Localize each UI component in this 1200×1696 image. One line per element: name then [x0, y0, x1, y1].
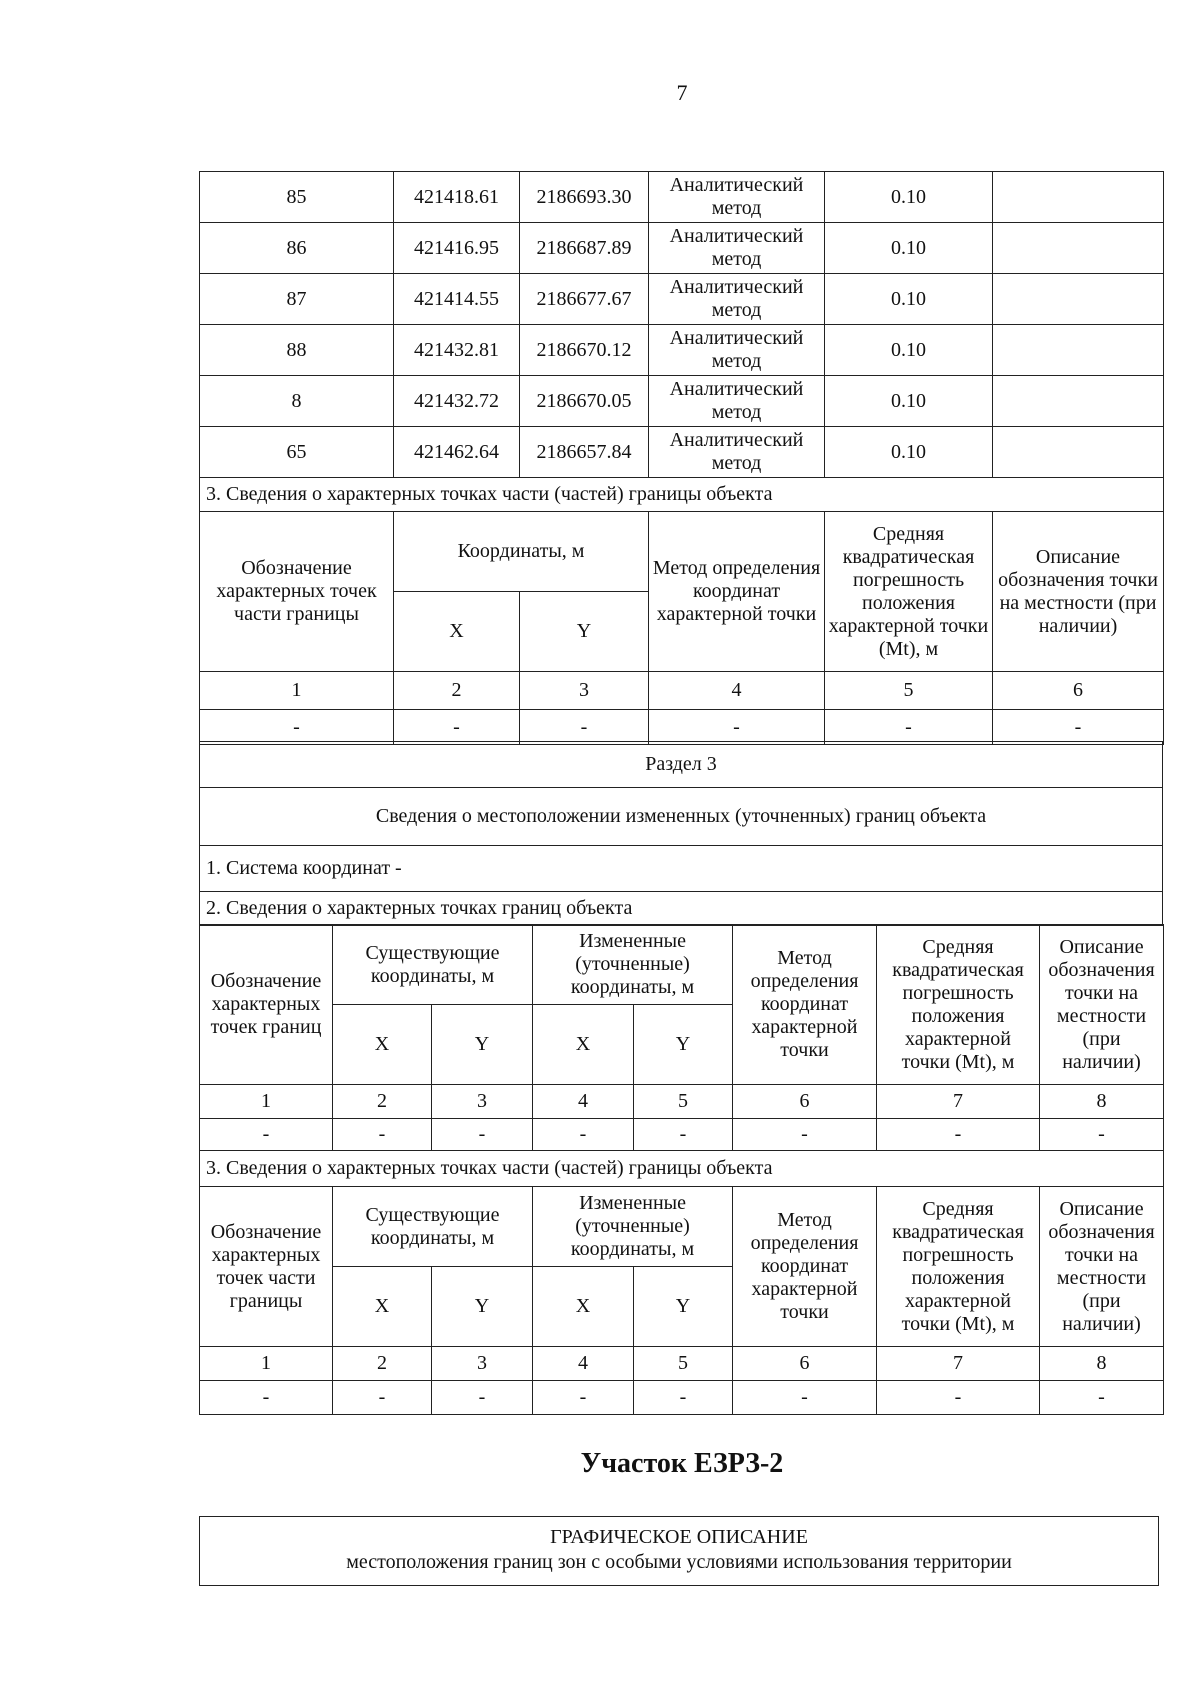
boundary-header-x-existing: X [333, 1005, 432, 1085]
graphic-description-title: ГРАФИЧЕСКОЕ ОПИСАНИЕ [550, 1526, 808, 1548]
part-dash-cell: - [825, 710, 993, 745]
row-desc [993, 376, 1164, 427]
coord-system: 1. Система координат - [200, 846, 1163, 892]
top-rows-body [200, 172, 1164, 478]
row-x: 421414.55 [394, 274, 520, 325]
row-desc [993, 427, 1164, 478]
part-header-point: Обозначение характерных точек части границы [200, 512, 394, 672]
part2-dash-cell: - [877, 1381, 1040, 1415]
graphic-description-box [199, 1516, 1159, 1586]
part-header-error: Средняя квадратическая погрешность положения характерной точки (Mt), м [825, 512, 993, 672]
part2-num-cell: 3 [432, 1347, 533, 1381]
part-num-cell: 1 [200, 672, 394, 710]
boundary-dash-cell: - [200, 1119, 333, 1151]
row-point: 88 [200, 325, 394, 376]
row-method: Аналитический метод [649, 223, 825, 274]
part2-num-cell: 2 [333, 1347, 432, 1381]
boundary-dash-cell: - [634, 1119, 733, 1151]
part-num-cell: 3 [520, 672, 649, 710]
row-error: 0.10 [825, 274, 993, 325]
boundary-points-table [199, 924, 1164, 1187]
row-x: 421462.64 [394, 427, 520, 478]
page-number: 7 [676, 80, 688, 105]
boundary-header-desc: Описание обозначения точки на местности (при наличии) [1040, 925, 1164, 1085]
row-point: 8 [200, 376, 394, 427]
part2-num-cell: 5 [634, 1347, 733, 1381]
part2-header-x-changed: X [533, 1267, 634, 1347]
coordinate-row [200, 172, 1164, 223]
boundary-header-x-changed: X [533, 1005, 634, 1085]
row-method: Аналитический метод [649, 274, 825, 325]
row-method: Аналитический метод [649, 172, 825, 223]
part-dash-cell: - [520, 710, 649, 745]
row-desc [993, 223, 1164, 274]
part-header-row-1 [200, 512, 1164, 592]
part2-header-y-existing: Y [432, 1267, 533, 1347]
boundary-num-cell: 7 [877, 1085, 1040, 1119]
boundary-header-point: Обозначение характерных точек границ [200, 925, 333, 1085]
part2-num-cell: 1 [200, 1347, 333, 1381]
boundary-dash-cell: - [333, 1119, 432, 1151]
boundary-num-cell: 6 [733, 1085, 877, 1119]
part-num-cell: 5 [825, 672, 993, 710]
part-header-y: Y [520, 592, 649, 672]
part-points-table [199, 1186, 1164, 1415]
part2-header-row-1 [200, 1187, 1164, 1267]
row-error: 0.10 [825, 376, 993, 427]
row-error: 0.10 [825, 325, 993, 376]
section3-title: Раздел 3 [200, 742, 1163, 788]
boundary-header-error: Средняя квадратическая погрешность положения характерной точки (Mt), м [877, 925, 1040, 1085]
part2-header-method: Метод определения координат характерной точки [733, 1187, 877, 1347]
part2-section-title: 3. Сведения о характерных точках части (частей) границы объекта [200, 1151, 1164, 1187]
row-y: 2186670.05 [520, 376, 649, 427]
row-method: Аналитический метод [649, 376, 825, 427]
boundary-numbers-row [200, 1085, 1164, 1119]
row-error: 0.10 [825, 427, 993, 478]
row-y: 2186677.67 [520, 274, 649, 325]
part2-header-x-existing: X [333, 1267, 432, 1347]
part-header-coords: Координаты, м [394, 512, 649, 592]
part2-num-cell: 7 [877, 1347, 1040, 1381]
part2-dash-cell: - [733, 1381, 877, 1415]
row-error: 0.10 [825, 223, 993, 274]
graphic-description-subtitle: местоположения границ зон с особыми условиями использования территории [346, 1551, 1012, 1573]
row-y: 2186693.30 [520, 172, 649, 223]
part2-section-title-row [200, 1151, 1164, 1187]
section3-subtitle: Сведения о местоположении измененных (уточненных) границ объекта [200, 788, 1163, 846]
section3-title-row [200, 742, 1163, 788]
part2-dash-cell: - [333, 1381, 432, 1415]
row-point: 87 [200, 274, 394, 325]
boundary-num-cell: 3 [432, 1085, 533, 1119]
part-num-cell: 6 [993, 672, 1164, 710]
row-x: 421418.61 [394, 172, 520, 223]
row-y: 2186670.12 [520, 325, 649, 376]
part2-header-desc: Описание обозначения точки на местности (при наличии) [1040, 1187, 1164, 1347]
row-x: 421432.81 [394, 325, 520, 376]
boundary-num-cell: 4 [533, 1085, 634, 1119]
part2-dash-cell: - [432, 1381, 533, 1415]
boundary-dash-cell: - [1040, 1119, 1164, 1151]
boundary-num-cell: 2 [333, 1085, 432, 1119]
part2-header-error: Средняя квадратическая погрешность положения характерной точки (Mt), м [877, 1187, 1040, 1347]
coordinate-row [200, 325, 1164, 376]
boundary-header-row-1 [200, 925, 1164, 1005]
row-x: 421432.72 [394, 376, 520, 427]
part2-numbers-row [200, 1347, 1164, 1381]
part2-dash-cell: - [634, 1381, 733, 1415]
part2-dash-cell: - [200, 1381, 333, 1415]
part2-header-changed: Измененные (уточненные) координаты, м [533, 1187, 733, 1267]
row-method: Аналитический метод [649, 427, 825, 478]
part-header-method: Метод определения координат характерной точки [649, 512, 825, 672]
boundary-dash-cell: - [733, 1119, 877, 1151]
part-dash-cell: - [200, 710, 394, 745]
part2-num-cell: 4 [533, 1347, 634, 1381]
part-header-x: X [394, 592, 520, 672]
part2-header-y-changed: Y [634, 1267, 733, 1347]
part2-dash-row [200, 1381, 1164, 1415]
boundary-num-cell: 1 [200, 1085, 333, 1119]
part2-dash-cell: - [1040, 1381, 1164, 1415]
part-dash-cell: - [993, 710, 1164, 745]
coordinate-row [200, 376, 1164, 427]
zone-title: Участок ЕЗРЗ-2 [580, 1448, 784, 1479]
coordinate-row [200, 274, 1164, 325]
row-y: 2186657.84 [520, 427, 649, 478]
section3-table [199, 741, 1163, 926]
boundary-header-y-existing: Y [432, 1005, 533, 1085]
boundary-section-title-row [200, 892, 1163, 926]
coordinate-row [200, 427, 1164, 478]
boundary-num-cell: 8 [1040, 1085, 1164, 1119]
part-dash-cell: - [649, 710, 825, 745]
part2-header-existing: Существующие координаты, м [333, 1187, 533, 1267]
coord-system-row [200, 846, 1163, 892]
boundary-dash-cell: - [533, 1119, 634, 1151]
row-desc [993, 274, 1164, 325]
part2-dash-cell: - [533, 1381, 634, 1415]
part2-num-cell: 8 [1040, 1347, 1164, 1381]
boundary-dash-row [200, 1119, 1164, 1151]
part-num-cell: 2 [394, 672, 520, 710]
coordinate-row [200, 223, 1164, 274]
section3-subtitle-row [200, 788, 1163, 846]
boundary-section-title: 2. Сведения о характерных точках границ объекта [200, 892, 1163, 926]
row-desc [993, 325, 1164, 376]
row-method: Аналитический метод [649, 325, 825, 376]
part-num-cell: 4 [649, 672, 825, 710]
boundary-header-y-changed: Y [634, 1005, 733, 1085]
boundary-num-cell: 5 [634, 1085, 733, 1119]
row-point: 86 [200, 223, 394, 274]
row-x: 421416.95 [394, 223, 520, 274]
part-section-title-row [200, 478, 1164, 512]
part2-header-point: Обозначение характерных точек части границы [200, 1187, 333, 1347]
coordinates-table-top [199, 171, 1164, 745]
part-header-desc: Описание обозначения точки на местности (при наличии) [993, 512, 1164, 672]
boundary-header-existing: Существующие координаты, м [333, 925, 533, 1005]
boundary-header-changed: Измененные (уточненные) координаты, м [533, 925, 733, 1005]
row-desc [993, 172, 1164, 223]
part-dash-row [200, 710, 1164, 745]
row-error: 0.10 [825, 172, 993, 223]
part-dash-cell: - [394, 710, 520, 745]
part2-num-cell: 6 [733, 1347, 877, 1381]
row-y: 2186687.89 [520, 223, 649, 274]
row-point: 65 [200, 427, 394, 478]
row-point: 85 [200, 172, 394, 223]
part-section-title: 3. Сведения о характерных точках части (частей) границы объекта [200, 478, 1164, 512]
boundary-dash-cell: - [877, 1119, 1040, 1151]
part-numbers-row [200, 672, 1164, 710]
boundary-header-method: Метод определения координат характерной точки [733, 925, 877, 1085]
boundary-dash-cell: - [432, 1119, 533, 1151]
